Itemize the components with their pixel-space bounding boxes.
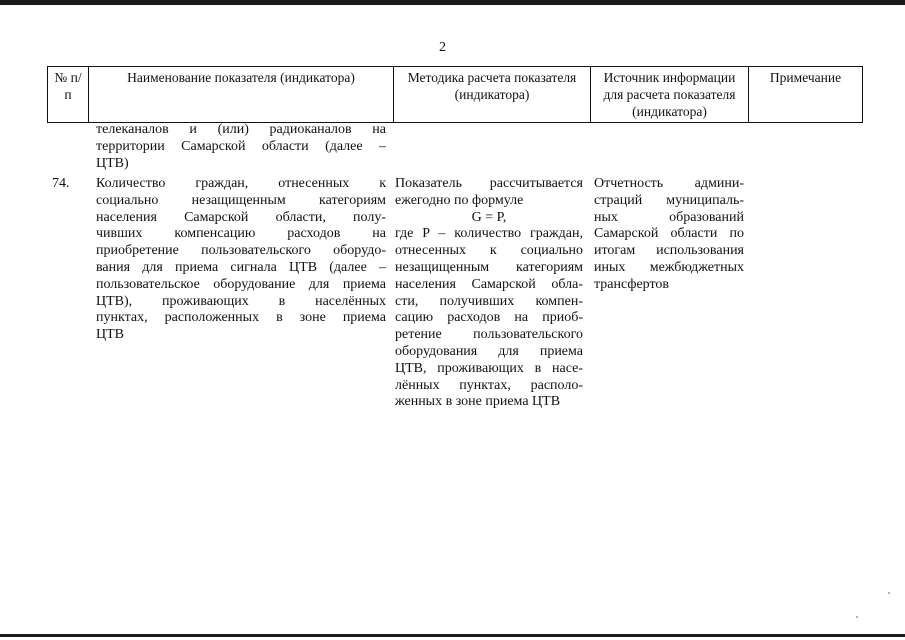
indicator-name-cell xyxy=(96,176,386,344)
header-indicator-name: Наименование показателя (индикатора) xyxy=(89,67,394,123)
text-line: ретение пользовательского xyxy=(395,327,583,343)
text-line: телеканалов и (или) радиоканалов на xyxy=(96,122,386,137)
scan-speck xyxy=(888,592,890,594)
text-line: Количество граждан, отнесенных к xyxy=(96,176,386,191)
text-line: ЦТВ), проживающих в населённых xyxy=(96,293,386,309)
table-header xyxy=(47,66,863,123)
text-line: населения Самарской обла- xyxy=(395,276,583,292)
text-line: Самарской области по xyxy=(594,226,744,242)
text-line: приобретение пользовательского оборудо- xyxy=(96,243,386,259)
text-line: сти, получивших компен- xyxy=(395,293,583,309)
text-line: незащищенным категориям xyxy=(395,259,583,275)
text-line: территории Самарской области (далее – xyxy=(96,138,386,154)
text-line: где P – количество граждан, xyxy=(395,226,583,242)
top-border-rule xyxy=(0,0,905,5)
text-line: социально незащищенным категориям xyxy=(96,192,386,208)
header-number: № п/п xyxy=(48,67,89,123)
text-line: трансфертов xyxy=(594,276,670,292)
text-line: ежегодно по формуле xyxy=(395,192,524,208)
text-line: сацию расходов на приоб- xyxy=(395,310,583,326)
text-line: отнесенных к социально xyxy=(395,243,583,259)
text-line: итогам использования xyxy=(594,243,744,259)
formula: G = P, xyxy=(471,209,507,225)
header-calculation-method: Методика расчета показателя (индикатора) xyxy=(394,67,591,123)
bottom-border-rule xyxy=(0,634,905,637)
text-line: страций муниципаль- xyxy=(594,192,744,208)
page-number: 2 xyxy=(439,40,446,55)
row-number: 74. xyxy=(52,176,70,191)
text-line: ЦТВ xyxy=(96,327,124,343)
text-line: Показатель рассчитывается xyxy=(395,176,583,191)
text-line: вания для приема сигнала ЦТВ (далее – xyxy=(96,259,386,275)
text-line: ных образований xyxy=(594,209,744,225)
text-line: Отчетность админи- xyxy=(594,176,744,191)
text-line: чивших компенсацию расходов на xyxy=(96,226,386,242)
continuation-text xyxy=(96,122,386,172)
information-source-cell xyxy=(594,176,744,294)
text-line: иных межбюджетных xyxy=(594,259,744,275)
text-line: пунктах, расположенных в зоне приема xyxy=(96,310,386,326)
text-line: ЦТВ, проживающих в насе- xyxy=(395,360,583,376)
text-line: лённых пунктах, располо- xyxy=(395,377,583,393)
text-line: женных в зоне приема ЦТВ xyxy=(395,394,561,410)
text-line: населения Самарской области, полу- xyxy=(96,209,386,225)
scan-speck xyxy=(856,616,858,618)
header-information-source: Источник информации для расчета показателя (индикатора) xyxy=(591,67,749,123)
text-line: оборудования для приема xyxy=(395,343,583,359)
header-note: Примечание xyxy=(749,67,863,123)
text-line: ЦТВ) xyxy=(96,155,129,171)
calculation-method-cell xyxy=(395,176,583,411)
text-line: пользовательское оборудование для приема xyxy=(96,276,386,292)
